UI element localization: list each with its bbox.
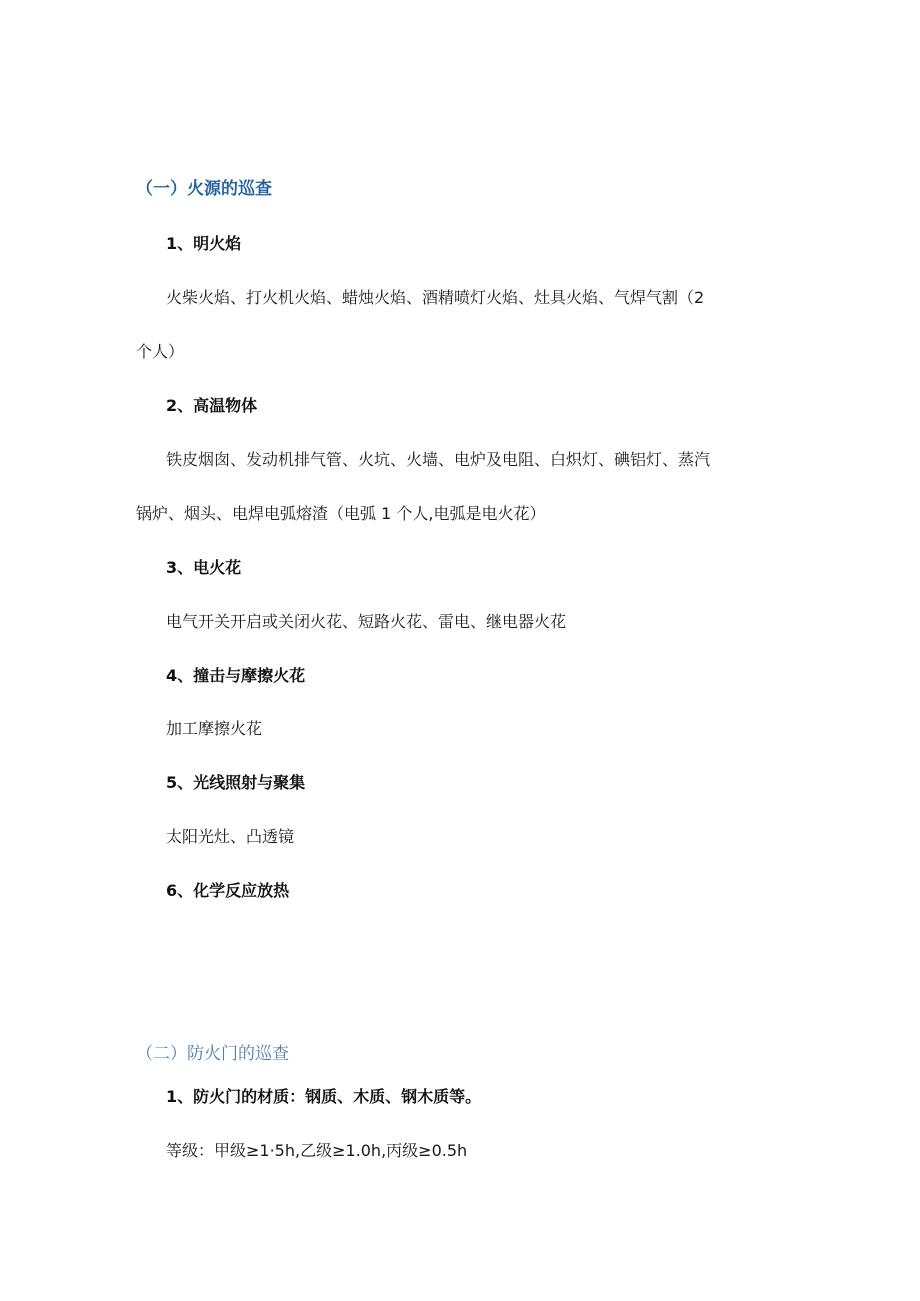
item-heading-light-focus: 5、光线照射与聚集 (166, 773, 306, 792)
item-text-open-flame-line1: 火柴火焰、打火机火焰、蜡烛火焰、酒精喷灯火焰、灶具火焰、气焊气割（2 (166, 288, 705, 307)
section-title-fire-source: （一）火源的巡查 (136, 179, 272, 199)
item-text-light-focus: 太阳光灶、凸透镜 (166, 827, 295, 846)
item-text-open-flame-line2: 个人） (136, 342, 185, 361)
item-heading-impact-friction: 4、撞击与摩擦火花 (166, 666, 306, 685)
item-text-electric-spark: 电气开关开启或关闭火花、短路火花、雷电、继电器火花 (166, 612, 567, 631)
item-heading-hot-objects: 2、高温物体 (166, 396, 258, 415)
item-text-hot-objects-line1: 铁皮烟囱、发动机排气管、火坑、火墙、电炉及电阻、白炽灯、碘铝灯、蒸汽 (166, 450, 711, 469)
item-heading-open-flame: 1、明火焰 (166, 234, 242, 253)
item-text-hot-objects-line2: 锅炉、烟头、电焊电弧熔渣（电弧 1 个人,电弧是电火花） (136, 504, 546, 523)
item-heading-chemical-heat: 6、化学反应放热 (166, 881, 290, 900)
item-text-impact-friction: 加工摩擦火花 (166, 719, 263, 738)
item-text-door-grade: 等级：甲级≥1·5h,乙级≥1.0h,丙级≥0.5h (166, 1141, 468, 1160)
section-title-fire-door: （二）防火门的巡查 (136, 1044, 289, 1064)
item-heading-door-material: 1、防火门的材质：钢质、木质、钢木质等。 (166, 1087, 482, 1106)
item-heading-electric-spark: 3、电火花 (166, 558, 242, 577)
